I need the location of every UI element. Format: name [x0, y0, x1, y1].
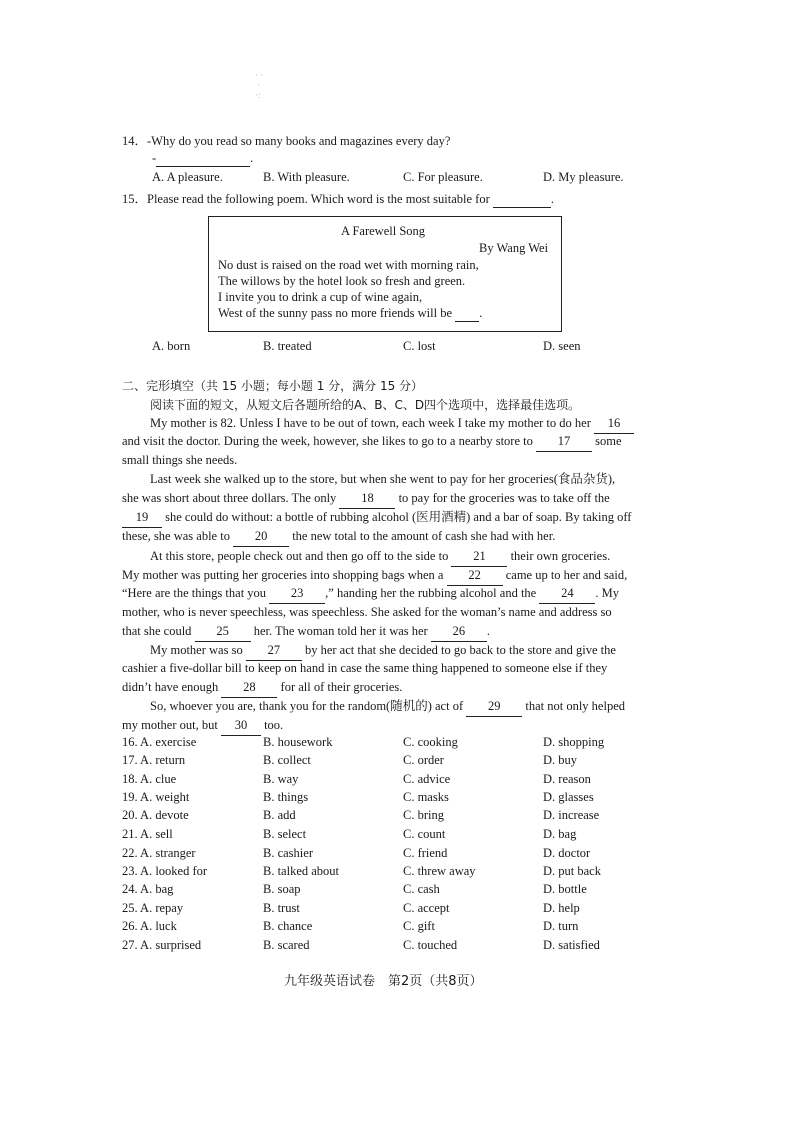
- blank-21[interactable]: 21: [451, 547, 507, 567]
- option-b[interactable]: B. add: [263, 808, 296, 822]
- option-b[interactable]: B. cashier: [263, 846, 313, 860]
- poem-line-2: The willows by the hotel look so fresh and green.: [218, 274, 466, 288]
- option-d[interactable]: D. help: [543, 901, 580, 915]
- section2-heading: 二、完形填空（共 15 小题；每小题 1 分，满分 15 分）: [122, 379, 424, 393]
- blank-30[interactable]: 30: [221, 716, 261, 736]
- passage-line: Last week she walked up to the store, but when she went to pay for her groceries(食品杂货),: [150, 472, 616, 486]
- option-c[interactable]: C. bring: [403, 808, 444, 822]
- option-c[interactable]: C. advice: [403, 772, 451, 786]
- scan-smudge: · · · ·:: [255, 70, 264, 100]
- option-d[interactable]: D. glasses: [543, 790, 594, 804]
- poem-line-3: I invite you to drink a cup of wine again,: [218, 290, 423, 304]
- blank-27[interactable]: 27: [246, 641, 302, 661]
- option-d[interactable]: D. turn: [543, 919, 579, 933]
- passage-line: 19 she could do without: a bottle of rubbing alcohol (医用酒精) and a bar of soap. By taking off: [122, 508, 692, 528]
- q15-option-d[interactable]: D. seen: [543, 339, 581, 353]
- option-b[interactable]: B. way: [263, 772, 299, 786]
- option-c[interactable]: C. masks: [403, 790, 449, 804]
- blank-23[interactable]: 23: [269, 584, 325, 604]
- passage-line: “Here are the things that you 23 ,” handing her the rubbing alcohol and the 24 . My: [122, 584, 692, 604]
- q15-option-a[interactable]: A. born: [152, 339, 191, 353]
- passage-line: didn’t have enough 28 for all of their groceries.: [122, 678, 692, 698]
- option-c[interactable]: C. threw away: [403, 864, 476, 878]
- q15-stem: 15．Please read the following poem. Which word is the most suitable for .: [122, 192, 554, 206]
- option-b[interactable]: B. scared: [263, 938, 310, 952]
- q14-option-a[interactable]: A. A pleasure.: [152, 170, 223, 184]
- q15-option-b[interactable]: B. treated: [263, 339, 312, 353]
- option-b[interactable]: B. things: [263, 790, 309, 804]
- option-b[interactable]: B. trust: [263, 901, 300, 915]
- section2-instruction: 阅读下面的短文，从短文后各题所给的A、B、C、D四个选项中，选择最佳选项。: [150, 398, 581, 412]
- option-c[interactable]: C. gift: [403, 919, 435, 933]
- q14-option-d[interactable]: D. My pleasure.: [543, 170, 624, 184]
- option-a[interactable]: 22. A. stranger: [122, 846, 196, 860]
- option-b[interactable]: B. collect: [263, 753, 311, 767]
- blank-22[interactable]: 22: [447, 566, 503, 586]
- option-d[interactable]: D. buy: [543, 753, 578, 767]
- passage-line: and visit the doctor. During the week, however, she likes to go to a nearby store to 17 some: [122, 432, 692, 452]
- option-c[interactable]: C. accept: [403, 901, 450, 915]
- option-a[interactable]: 24. A. bag: [122, 882, 174, 896]
- option-a[interactable]: 18. A. clue: [122, 772, 177, 786]
- option-c[interactable]: C. cash: [403, 882, 440, 896]
- passage-line: cashier a five-dollar bill to keep on hand in case the same thing happened to someone else if they: [122, 661, 608, 675]
- blank-29[interactable]: 29: [466, 697, 522, 717]
- option-c[interactable]: C. touched: [403, 938, 458, 952]
- passage-line: So, whoever you are, thank you for the random(随机的) act of 29 that not only helped: [122, 697, 692, 717]
- option-c[interactable]: C. order: [403, 753, 444, 767]
- q15-answer-blank[interactable]: [493, 192, 551, 208]
- blank-26[interactable]: 26: [431, 622, 487, 642]
- option-d[interactable]: D. shopping: [543, 735, 605, 749]
- option-a[interactable]: 19. A. weight: [122, 790, 190, 804]
- passage-line: that she could 25 her. The woman told her it was her 26 .: [122, 622, 692, 642]
- q14-reply: - .: [152, 151, 254, 165]
- option-d[interactable]: D. bottle: [543, 882, 587, 896]
- option-d[interactable]: D. reason: [543, 772, 591, 786]
- blank-18[interactable]: 18: [339, 489, 395, 509]
- passage-line: she was short about three dollars. The only 18 to pay for the groceries was to take off the: [122, 489, 692, 509]
- option-b[interactable]: B. chance: [263, 919, 313, 933]
- page-footer: 九年级英语试卷 第2页（共8页）: [284, 974, 483, 989]
- option-d[interactable]: D. doctor: [543, 846, 591, 860]
- option-a[interactable]: 23. A. looked for: [122, 864, 208, 878]
- option-d[interactable]: D. increase: [543, 808, 600, 822]
- option-c[interactable]: C. count: [403, 827, 446, 841]
- option-b[interactable]: B. soap: [263, 882, 301, 896]
- poem-title: A Farewell Song: [341, 224, 426, 238]
- option-a[interactable]: 20. A. devote: [122, 808, 189, 822]
- option-a[interactable]: 25. A. repay: [122, 901, 184, 915]
- q14-option-c[interactable]: C. For pleasure.: [403, 170, 483, 184]
- blank-25[interactable]: 25: [195, 622, 251, 642]
- q15-option-c[interactable]: C. lost: [403, 339, 436, 353]
- option-c[interactable]: C. cooking: [403, 735, 458, 749]
- passage-line: My mother was so 27 by her act that she decided to go back to the store and give the: [122, 641, 692, 661]
- option-a[interactable]: 21. A. sell: [122, 827, 173, 841]
- passage-line: small things she needs.: [122, 453, 238, 467]
- blank-28[interactable]: 28: [221, 678, 277, 698]
- poem-author: By Wang Wei: [479, 241, 549, 255]
- option-a[interactable]: 27. A. surprised: [122, 938, 202, 952]
- option-d[interactable]: D. satisfied: [543, 938, 600, 952]
- blank-16[interactable]: 16: [594, 414, 634, 434]
- blank-20[interactable]: 20: [233, 527, 289, 547]
- passage-line: these, she was able to 20 the new total to the amount of cash she had with her.: [122, 527, 692, 547]
- passage-line: At this store, people check out and then go off to the side to 21 their own groceries.: [122, 547, 692, 567]
- q14-stem: 14．-Why do you read so many books and magazines every day?: [122, 134, 451, 148]
- poem-line-1: No dust is raised on the road wet with morning rain,: [218, 258, 479, 272]
- poem-line-4: West of the sunny pass no more friends will be .: [218, 306, 483, 320]
- option-a[interactable]: 26. A. luck: [122, 919, 177, 933]
- blank-24[interactable]: 24: [539, 584, 595, 604]
- poem-blank: [455, 306, 479, 322]
- option-b[interactable]: B. select: [263, 827, 307, 841]
- option-b[interactable]: B. housework: [263, 735, 333, 749]
- q14-option-b[interactable]: B. With pleasure.: [263, 170, 350, 184]
- blank-19[interactable]: 19: [122, 508, 162, 528]
- option-d[interactable]: D. put back: [543, 864, 601, 878]
- passage-line: my mother out, but 30 too.: [122, 716, 692, 736]
- option-d[interactable]: D. bag: [543, 827, 577, 841]
- option-b[interactable]: B. talked about: [263, 864, 340, 878]
- blank-17[interactable]: 17: [536, 432, 592, 452]
- q14-answer-blank[interactable]: [156, 151, 250, 167]
- option-a[interactable]: 17. A. return: [122, 753, 186, 767]
- poem-box: [208, 216, 562, 332]
- option-a[interactable]: 16. A. exercise: [122, 735, 197, 749]
- passage-line: My mother was putting her groceries into shopping bags when a 22 came up to her and said,: [122, 566, 692, 586]
- option-c[interactable]: C. friend: [403, 846, 448, 860]
- passage-line: My mother is 82. Unless I have to be out of town, each week I take my mother to do her 16: [122, 414, 692, 434]
- passage-line: mother, who is never speechless, was speechless. She asked for the woman’s name and address so: [122, 605, 612, 619]
